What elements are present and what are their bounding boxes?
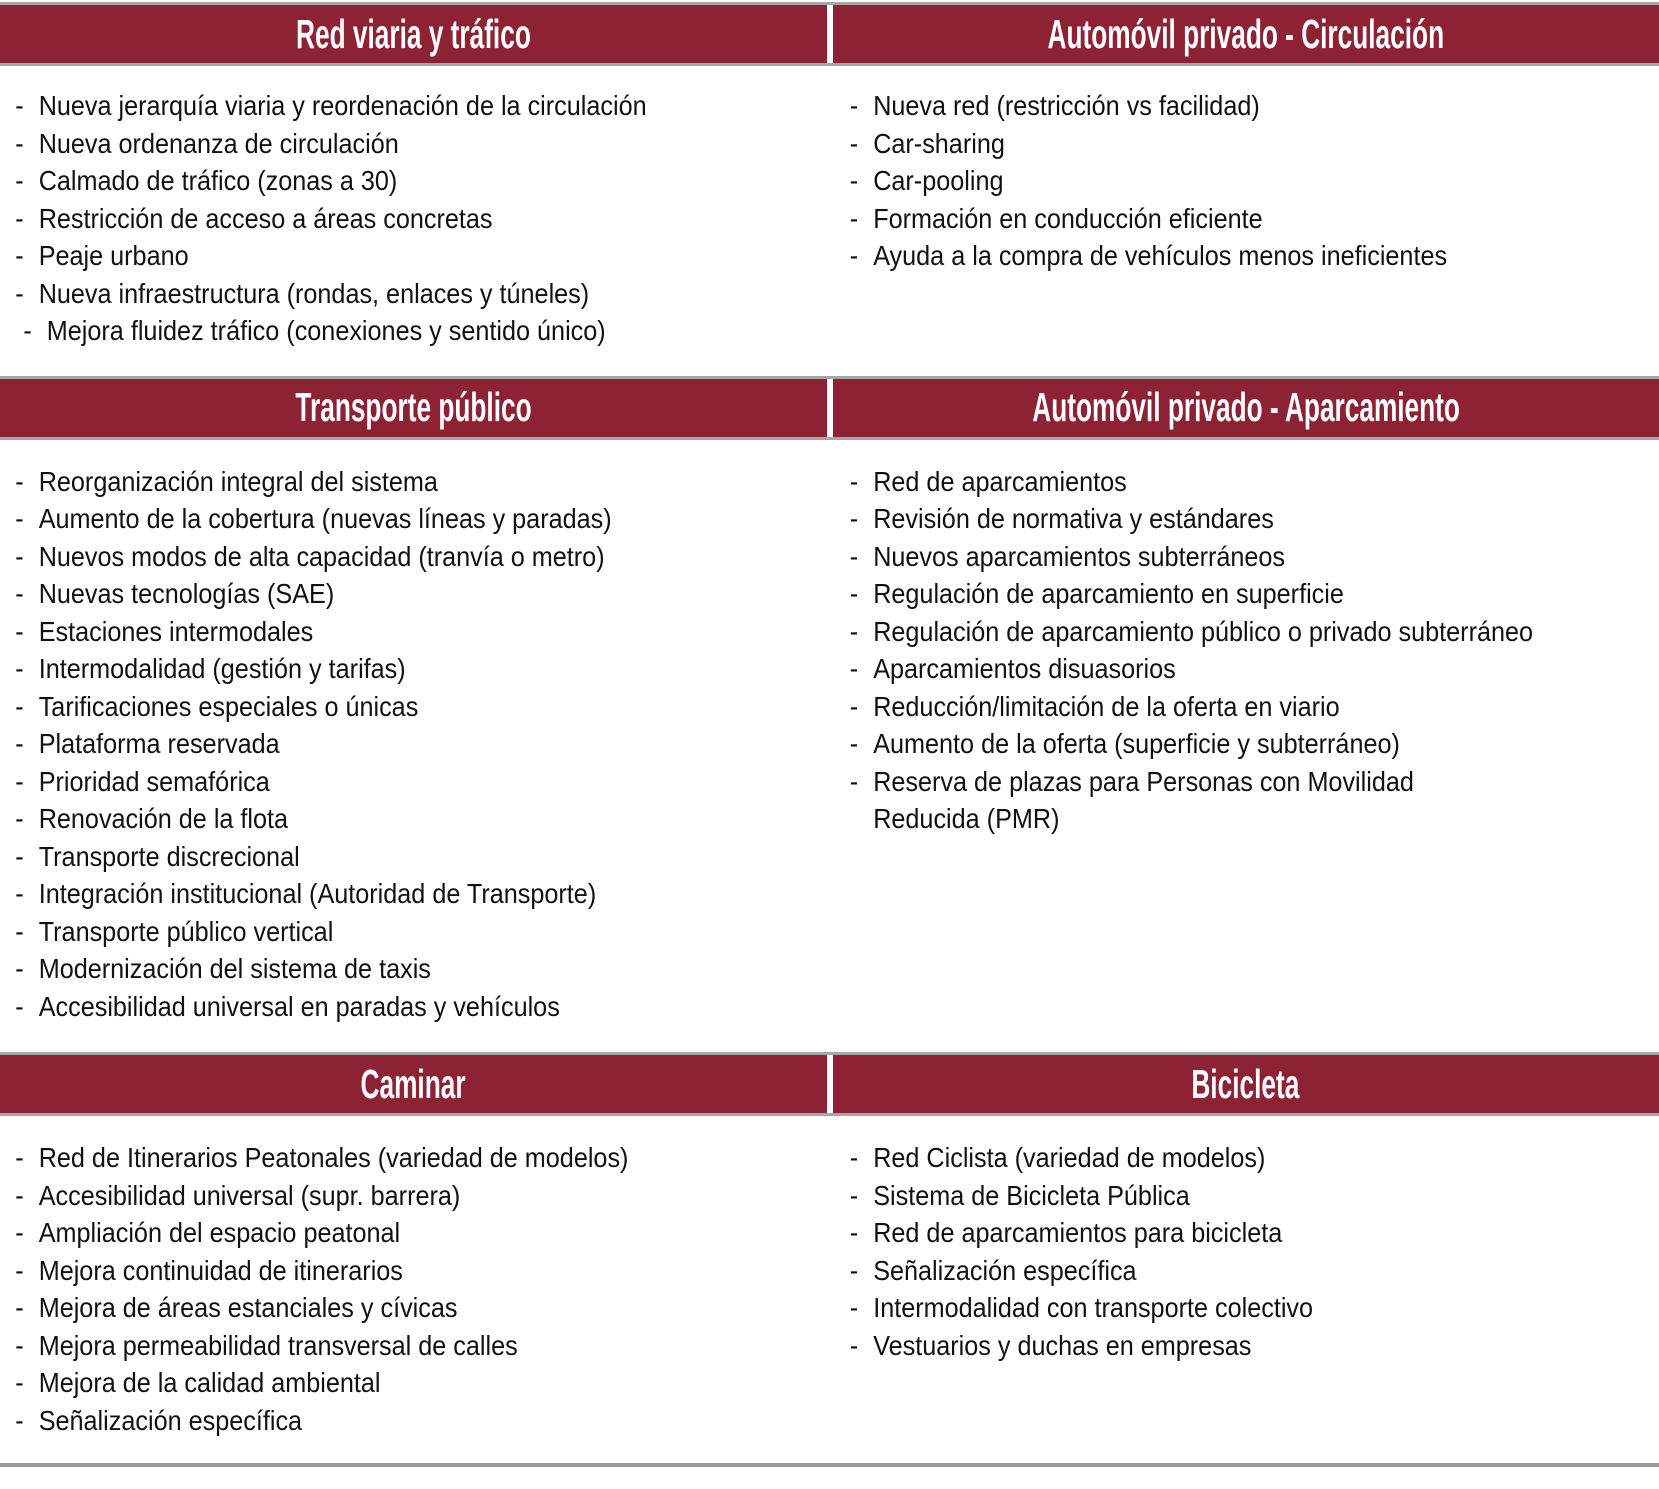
item-dash: - — [15, 90, 24, 121]
item-text: Tarificaciones especiales o únicas — [38, 690, 419, 722]
item-text: Señalización específica — [38, 1404, 303, 1436]
item-text: Red de aparcamientos para bicicleta — [872, 1217, 1282, 1248]
section-header-red-viaria-y-trafico — [0, 5, 827, 63]
list-item — [849, 1252, 1659, 1290]
bottom-divider-rule — [0, 1463, 1659, 1467]
item-text: Nuevas tecnologías (SAE) — [38, 578, 335, 609]
list-item — [15, 613, 844, 651]
item-dash: - — [15, 1254, 24, 1286]
list-item — [15, 913, 844, 951]
section-title-bicicleta: Bicicleta — [1191, 1060, 1300, 1107]
item-text: Ampliación del espacio peatonal — [38, 1217, 401, 1248]
item-dash: - — [15, 202, 24, 234]
header-band-row1 — [0, 2, 1659, 66]
content-row2 — [0, 440, 1659, 1053]
list-item — [15, 725, 844, 763]
item-text: Nueva jerarquía viaria y reordenación de la circulación — [38, 90, 647, 121]
column-red-viaria-y-trafico — [0, 66, 830, 376]
list-item — [15, 688, 844, 726]
section-header-caminar — [0, 1055, 827, 1113]
list-item — [15, 275, 844, 313]
list-item — [15, 87, 844, 125]
item-text: Vestuarios y duchas en empresas — [872, 1329, 1251, 1361]
item-dash: - — [849, 728, 858, 759]
section-header-transporte-publico — [0, 379, 827, 437]
item-list-red-viaria-y-trafico — [0, 87, 844, 350]
list-item — [15, 1327, 844, 1365]
list-item — [849, 237, 1659, 275]
list-item — [15, 538, 844, 576]
item-list-bicicleta — [830, 1139, 1659, 1364]
list-item — [15, 1252, 844, 1290]
list-item — [849, 1139, 1659, 1177]
item-text: Car-sharing — [872, 127, 1005, 159]
item-text: Calmado de tráfico (zonas a 30) — [38, 165, 398, 196]
list-item — [23, 312, 844, 350]
item-dash: - — [15, 653, 24, 684]
item-text: Intermodalidad con transporte colectivo — [872, 1292, 1313, 1323]
item-dash: - — [15, 1217, 24, 1248]
item-text: Nueva infraestructura (rondas, enlaces y túneles) — [38, 277, 590, 309]
item-list-transporte-publico — [0, 463, 844, 1026]
list-item — [849, 538, 1659, 576]
list-item — [849, 162, 1659, 200]
list-item — [849, 650, 1659, 688]
item-dash: - — [849, 165, 858, 196]
item-text: Mejora de áreas estanciales y cívicas — [38, 1292, 458, 1323]
item-dash: - — [849, 690, 858, 722]
item-text: Car-pooling — [872, 165, 1003, 196]
item-text: Mejora continuidad de itinerarios — [38, 1254, 403, 1286]
list-item — [849, 725, 1659, 763]
column-automovil-privado-aparcamiento — [830, 440, 1659, 1053]
item-text: Nuevos modos de alta capacidad (tranvía o metro) — [38, 540, 605, 572]
item-dash: - — [15, 615, 24, 647]
content-row3 — [0, 1116, 1659, 1463]
item-text: Integración institucional (Autoridad de Transporte) — [38, 878, 597, 909]
item-text: Intermodalidad (gestión y tarifas) — [38, 653, 406, 684]
item-dash: - — [849, 653, 858, 684]
item-dash: - — [849, 1292, 858, 1323]
section-header-automovil-privado-aparcamiento — [833, 379, 1659, 437]
section-title-transporte-publico: Transporte público — [295, 384, 532, 430]
item-text: Prioridad semafórica — [38, 765, 270, 797]
item-text: Mejora fluidez tráfico (conexiones y sentido único) — [46, 315, 606, 346]
list-item — [15, 988, 844, 1026]
list-item — [15, 500, 844, 538]
item-dash: - — [15, 728, 24, 759]
item-dash: - — [15, 240, 24, 271]
item-text: Revisión de normativa y estándares — [872, 503, 1274, 534]
list-item — [15, 875, 844, 913]
item-text: Nueva red (restricción vs facilidad) — [872, 90, 1260, 121]
item-dash: - — [23, 315, 32, 346]
list-item — [849, 1177, 1659, 1215]
item-dash: - — [849, 765, 858, 797]
item-dash: - — [15, 803, 24, 834]
item-text: Regulación de aparcamiento en superficie — [872, 578, 1344, 609]
item-text: Estaciones intermodales — [38, 615, 314, 647]
item-text: Reducida (PMR) — [872, 803, 1059, 834]
list-item — [849, 463, 1659, 501]
item-text: Mejora permeabilidad transversal de calles — [38, 1329, 518, 1361]
list-item — [15, 950, 844, 988]
list-item — [15, 1402, 844, 1440]
item-dash: - — [15, 1329, 24, 1361]
item-list-automovil-privado-circulacion — [830, 87, 1659, 275]
item-dash: - — [15, 277, 24, 309]
item-text: Aumento de la oferta (superficie y subterráneo) — [872, 728, 1400, 759]
list-item — [849, 125, 1659, 163]
list-item — [15, 1289, 844, 1327]
item-dash: - — [15, 765, 24, 797]
item-dash: - — [15, 165, 24, 196]
list-item — [849, 688, 1659, 726]
item-dash: - — [15, 540, 24, 572]
item-text: Mejora de la calidad ambiental — [38, 1367, 381, 1398]
item-dash: - — [15, 953, 24, 984]
list-item — [15, 1214, 844, 1252]
list-item — [849, 1289, 1659, 1327]
item-dash: - — [15, 1367, 24, 1398]
item-dash: - — [849, 90, 858, 121]
header-band-row2 — [0, 376, 1659, 440]
item-text: Modernización del sistema de taxis — [38, 953, 431, 984]
item-text: Reorganización integral del sistema — [38, 465, 438, 497]
item-dash: - — [15, 690, 24, 722]
item-text: Accesibilidad universal en paradas y vehículos — [38, 990, 560, 1022]
item-dash: - — [849, 540, 858, 572]
list-item — [15, 237, 844, 275]
header-band-row3 — [0, 1052, 1659, 1116]
item-text: Señalización específica — [872, 1254, 1137, 1286]
column-transporte-publico — [0, 440, 830, 1053]
item-text: Red de aparcamientos — [872, 465, 1127, 497]
section-title-automovil-privado-circulacion: Automóvil privado - Circulación — [1047, 10, 1445, 57]
item-dash: - — [849, 465, 858, 497]
item-list-automovil-privado-aparcamiento — [830, 463, 1659, 838]
list-item — [15, 125, 844, 163]
item-list-caminar — [0, 1139, 844, 1439]
item-text: Regulación de aparcamiento público o privado subterráneo — [872, 615, 1533, 647]
list-item — [15, 1364, 844, 1402]
item-text: Accesibilidad universal (supr. barrera) — [38, 1179, 461, 1211]
list-item — [849, 1214, 1659, 1252]
list-item — [849, 763, 1659, 801]
item-text: Transporte discrecional — [38, 840, 300, 872]
item-text: Red Ciclista (variedad de modelos) — [872, 1142, 1265, 1173]
item-dash: - — [849, 1329, 858, 1361]
item-text: Nuevos aparcamientos subterráneos — [872, 540, 1285, 572]
item-dash: - — [15, 878, 24, 909]
list-item — [15, 800, 844, 838]
item-text: Red de Itinerarios Peatonales (variedad de modelos) — [38, 1142, 629, 1173]
list-item — [15, 763, 844, 801]
list-item — [849, 200, 1659, 238]
item-text: Ayuda a la compra de vehículos menos ineficientes — [872, 240, 1447, 271]
item-text: Renovación de la flota — [38, 803, 289, 834]
item-dash: - — [15, 1292, 24, 1323]
item-dash: - — [849, 503, 858, 534]
list-item-continuation — [873, 800, 1659, 838]
item-dash: - — [15, 1404, 24, 1436]
column-caminar — [0, 1116, 830, 1463]
list-item — [15, 200, 844, 238]
item-text: Reserva de plazas para Personas con Movilidad — [872, 765, 1414, 797]
list-item — [15, 162, 844, 200]
section-title-automovil-privado-aparcamiento: Automóvil privado - Aparcamiento — [1031, 384, 1460, 430]
item-text: Transporte público vertical — [38, 915, 334, 947]
item-dash: - — [849, 1254, 858, 1286]
item-dash: - — [849, 1217, 858, 1248]
item-dash: - — [15, 915, 24, 947]
list-item — [849, 1327, 1659, 1365]
column-automovil-privado-circulacion — [830, 66, 1659, 376]
list-item — [849, 500, 1659, 538]
section-title-red-viaria-y-trafico: Red viaria y tráfico — [295, 10, 531, 57]
item-dash: - — [15, 990, 24, 1022]
list-item — [15, 838, 844, 876]
section-title-caminar: Caminar — [360, 1060, 466, 1107]
item-dash: - — [849, 1142, 858, 1173]
list-item — [849, 575, 1659, 613]
item-text: Restricción de acceso a áreas concretas — [38, 202, 493, 234]
item-dash: - — [15, 503, 24, 534]
item-dash: - — [849, 240, 858, 271]
item-dash: - — [849, 127, 858, 159]
list-item — [849, 87, 1659, 125]
list-item — [15, 575, 844, 613]
item-dash: - — [15, 840, 24, 872]
item-dash: - — [849, 578, 858, 609]
item-text: Reducción/limitación de la oferta en viario — [872, 690, 1340, 722]
item-text: Aparcamientos disuasorios — [872, 653, 1176, 684]
item-dash: - — [849, 1179, 858, 1211]
item-dash: - — [15, 1179, 24, 1211]
list-item — [15, 463, 844, 501]
content-row1 — [0, 66, 1659, 376]
item-text: Sistema de Bicicleta Pública — [872, 1179, 1190, 1211]
item-dash: - — [15, 578, 24, 609]
section-header-automovil-privado-circulacion — [833, 5, 1659, 63]
list-item — [15, 650, 844, 688]
item-text: Peaje urbano — [38, 240, 189, 271]
section-header-bicicleta — [833, 1055, 1659, 1113]
list-item — [15, 1177, 844, 1215]
list-item — [15, 1139, 844, 1177]
list-item — [849, 613, 1659, 651]
column-bicicleta — [830, 1116, 1659, 1463]
item-text: Nueva ordenanza de circulación — [38, 127, 399, 159]
item-dash: - — [849, 615, 858, 647]
item-text: Aumento de la cobertura (nuevas líneas y paradas) — [38, 503, 612, 534]
item-text: Plataforma reservada — [38, 728, 280, 759]
item-dash: - — [15, 127, 24, 159]
item-dash: - — [849, 202, 858, 234]
item-dash: - — [15, 1142, 24, 1173]
item-text: Formación en conducción eficiente — [872, 202, 1263, 234]
item-dash: - — [15, 465, 24, 497]
